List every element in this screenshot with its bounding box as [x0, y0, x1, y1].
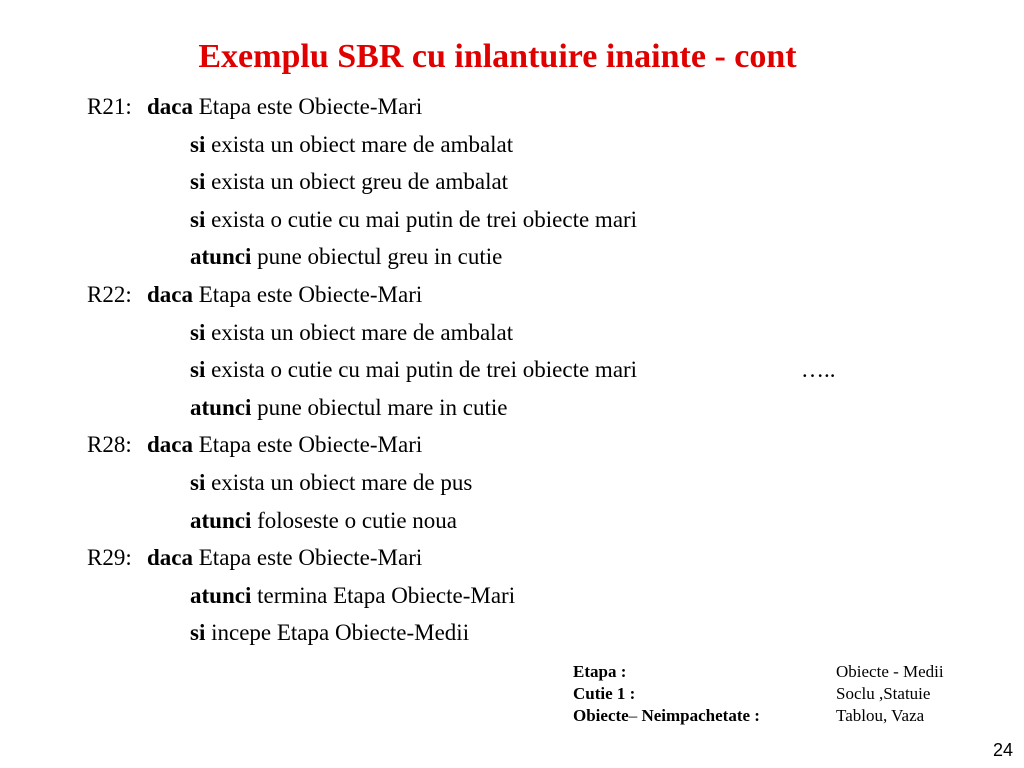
keyword-si: si — [190, 620, 206, 646]
clause-text: exista un obiect greu de ambalat — [211, 169, 509, 195]
keyword-daca: daca — [147, 432, 193, 458]
action-text: foloseste o cutie noua — [257, 507, 458, 533]
rule-r22-line — [87, 314, 987, 352]
action-text: termina Etapa Obiecte-Mari — [257, 582, 516, 608]
rule-r22-line — [87, 351, 987, 389]
rule-r22-header — [87, 276, 987, 314]
ellipsis: ….. — [801, 357, 836, 383]
state-label: Obiecte– Neimpachetate : — [573, 706, 760, 725]
clause-text: exista o cutie cu mai putin de trei obiecte mari — [211, 357, 638, 383]
keyword-si: si — [190, 131, 206, 157]
rule-r21-line — [87, 201, 987, 239]
keyword-si: si — [190, 206, 206, 232]
state-value: Tablou, Vaza — [836, 706, 925, 725]
clause-text: exista o cutie cu mai putin de trei obiecte mari — [211, 206, 638, 232]
keyword-daca: daca — [147, 545, 193, 571]
keyword-daca: daca — [147, 94, 193, 119]
rule-id: R29: — [87, 545, 132, 571]
action-text: pune obiectul greu in cutie — [257, 244, 503, 270]
rule-r29-line — [87, 614, 987, 652]
state-label: Etapa : — [573, 662, 627, 681]
state-value: Obiecte - Medii — [836, 662, 944, 681]
rule-r22-line — [87, 389, 987, 427]
keyword-si: si — [190, 319, 206, 345]
page-number: 24 — [992, 740, 1013, 760]
rule-r28-header — [87, 426, 987, 464]
rule-id: R21: — [87, 94, 132, 119]
condition-text: Etapa este Obiecte-Mari — [198, 432, 423, 458]
rule-r21-line — [87, 238, 987, 276]
condition-text: Etapa este Obiecte-Mari — [198, 94, 423, 119]
keyword-atunci: atunci — [190, 582, 252, 608]
rules-list — [87, 88, 987, 652]
keyword-si: si — [190, 169, 206, 195]
clause-text: exista un obiect mare de ambalat — [211, 131, 514, 157]
keyword-atunci: atunci — [190, 244, 252, 270]
rule-r21-line — [87, 126, 987, 164]
action-text: incepe Etapa Obiecte-Medii — [211, 620, 470, 646]
rule-id: R22: — [87, 281, 132, 307]
rule-r21-header — [87, 88, 987, 126]
keyword-atunci: atunci — [190, 507, 252, 533]
keyword-si: si — [190, 469, 206, 495]
condition-text: Etapa este Obiecte-Mari — [198, 281, 423, 307]
keyword-si: si — [190, 357, 206, 383]
condition-text: Etapa este Obiecte-Mari — [198, 545, 423, 571]
clause-text: exista un obiect mare de ambalat — [211, 319, 514, 345]
rule-r28-line — [87, 502, 987, 540]
rule-r21-line — [87, 163, 987, 201]
keyword-daca: daca — [147, 281, 193, 307]
state-label: Cutie 1 : — [573, 684, 636, 703]
rule-r29-header — [87, 539, 987, 577]
keyword-atunci: atunci — [190, 394, 252, 420]
action-text: pune obiectul mare in cutie — [257, 394, 508, 420]
state-value: Soclu ,Statuie — [836, 684, 931, 703]
slide-title: Exemplu SBR cu inlantuire inainte - cont — [198, 38, 797, 75]
rule-r28-line — [87, 464, 987, 502]
rule-r29-line — [87, 577, 987, 615]
rule-id: R28: — [87, 432, 132, 458]
clause-text: exista un obiect mare de pus — [211, 469, 473, 495]
